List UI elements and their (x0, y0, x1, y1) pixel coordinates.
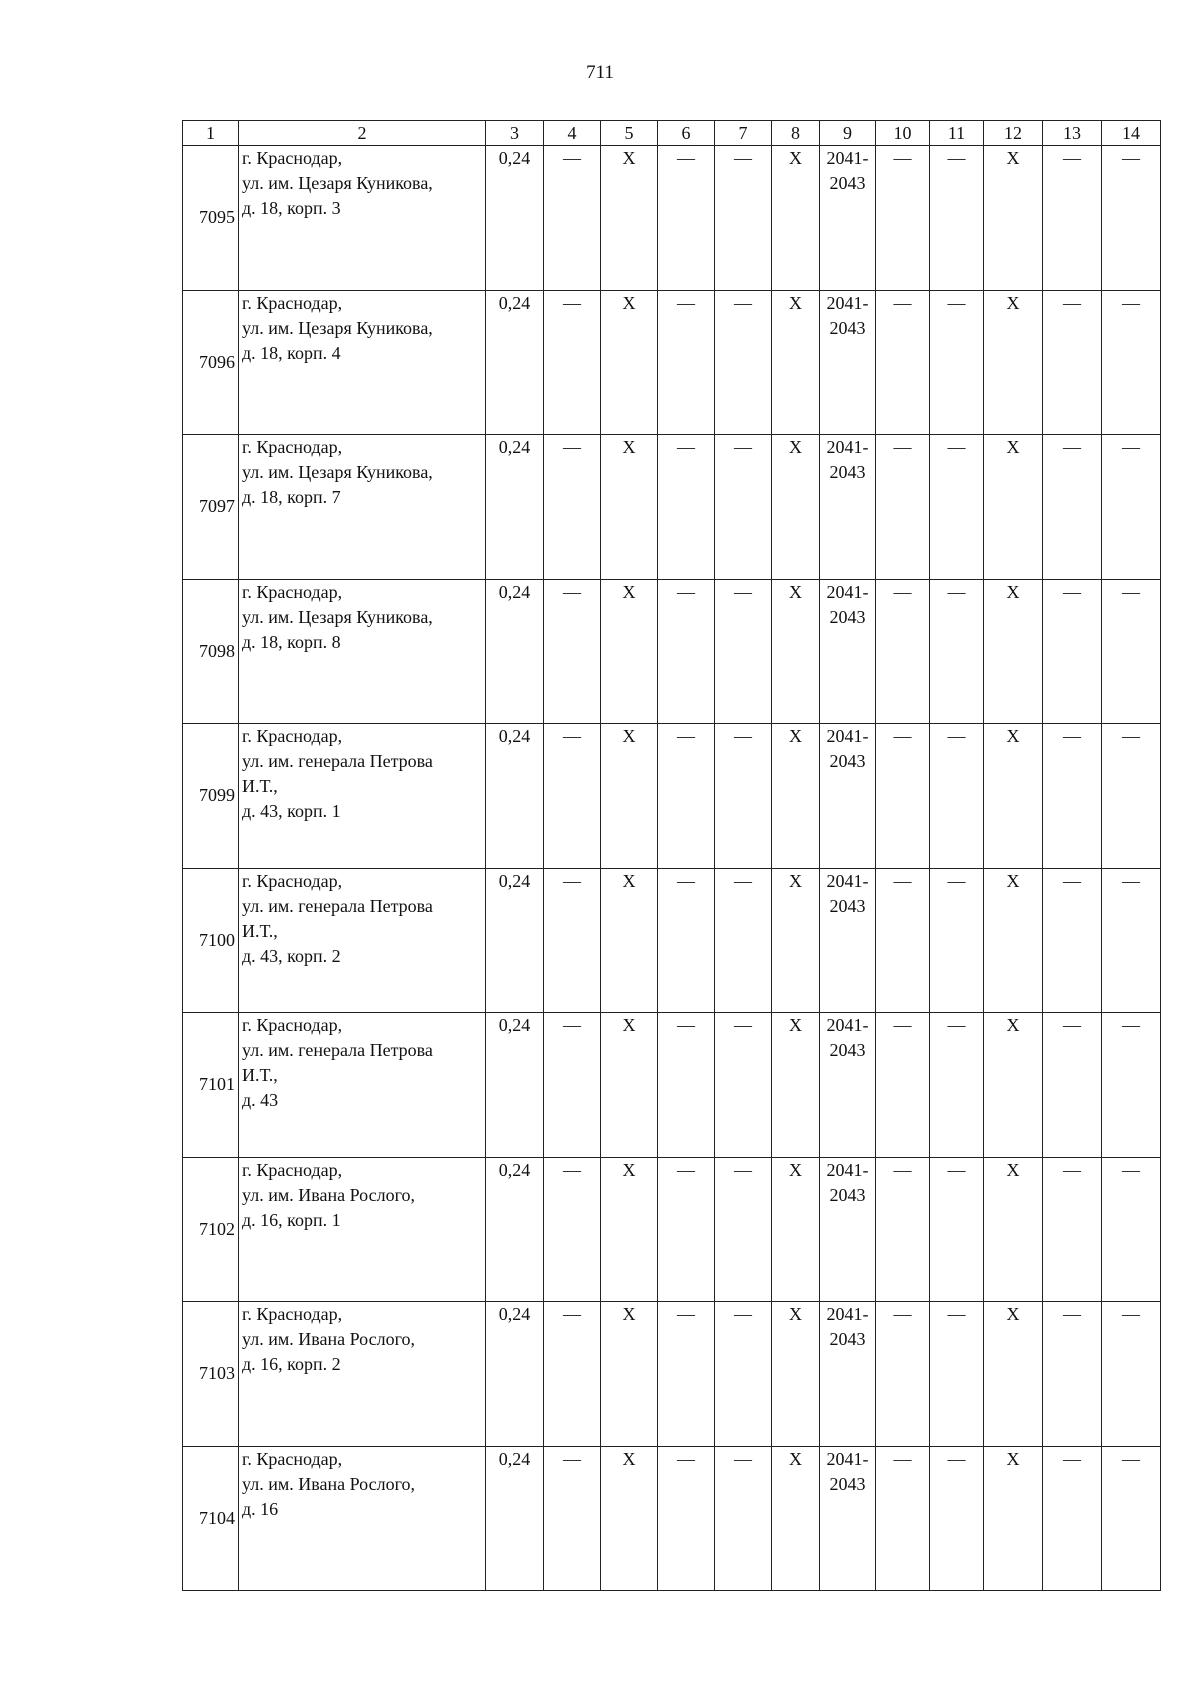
period-cell: 2041- 2043 (820, 579, 876, 724)
col-7-cell: — (715, 1157, 772, 1302)
col-11-cell: — (930, 868, 984, 1013)
col-14-cell: — (1102, 1013, 1161, 1158)
col-10-cell: — (876, 579, 930, 724)
col-12-cell: X (984, 1013, 1043, 1158)
col-7-cell: — (715, 579, 772, 724)
col-7-cell: — (715, 435, 772, 580)
table-row (183, 435, 1161, 580)
column-header-4: 4 (544, 121, 601, 146)
col-5-cell: X (601, 868, 658, 1013)
period-cell: 2041- 2043 (820, 724, 876, 869)
row-number: 7104 (183, 1446, 239, 1591)
value-cell: 0,24 (486, 435, 544, 580)
column-header-13: 13 (1043, 121, 1102, 146)
period-cell: 2041- 2043 (820, 1302, 876, 1447)
col-7-cell: — (715, 146, 772, 291)
row-number: 7096 (183, 290, 239, 435)
column-header-3: 3 (486, 121, 544, 146)
address-cell: г. Краснодар, ул. им. Цезаря Куникова, д. 18, корп. 3 (239, 146, 486, 291)
col-4-cell: — (544, 1157, 601, 1302)
col-10-cell: — (876, 868, 930, 1013)
row-number: 7100 (183, 868, 239, 1013)
col-12-cell: X (984, 724, 1043, 869)
table-row (183, 868, 1161, 1013)
col-10-cell: — (876, 1302, 930, 1447)
col-4-cell: — (544, 724, 601, 869)
col-6-cell: — (658, 290, 715, 435)
row-number: 7101 (183, 1013, 239, 1158)
col-11-cell: — (930, 1446, 984, 1591)
col-8-cell: X (772, 146, 820, 291)
col-10-cell: — (876, 435, 930, 580)
col-5-cell: X (601, 435, 658, 580)
column-header-5: 5 (601, 121, 658, 146)
column-header-11: 11 (930, 121, 984, 146)
col-11-cell: — (930, 1157, 984, 1302)
table-row (183, 1157, 1161, 1302)
row-number: 7102 (183, 1157, 239, 1302)
col-5-cell: X (601, 290, 658, 435)
header-row (183, 121, 1161, 146)
col-11-cell: — (930, 724, 984, 869)
col-13-cell: — (1043, 1446, 1102, 1591)
col-14-cell: — (1102, 146, 1161, 291)
col-13-cell: — (1043, 1013, 1102, 1158)
period-cell: 2041- 2043 (820, 435, 876, 580)
period-cell: 2041- 2043 (820, 1157, 876, 1302)
col-14-cell: — (1102, 290, 1161, 435)
col-13-cell: — (1043, 579, 1102, 724)
col-14-cell: — (1102, 579, 1161, 724)
col-8-cell: X (772, 579, 820, 724)
address-cell: г. Краснодар, ул. им. Цезаря Куникова, д. 18, корп. 7 (239, 435, 486, 580)
col-14-cell: — (1102, 868, 1161, 1013)
col-7-cell: — (715, 1302, 772, 1447)
col-12-cell: X (984, 290, 1043, 435)
col-8-cell: X (772, 1013, 820, 1158)
column-header-12: 12 (984, 121, 1043, 146)
col-10-cell: — (876, 1446, 930, 1591)
col-8-cell: X (772, 1157, 820, 1302)
col-12-cell: X (984, 1302, 1043, 1447)
period-cell: 2041- 2043 (820, 146, 876, 291)
col-5-cell: X (601, 146, 658, 291)
col-4-cell: — (544, 579, 601, 724)
col-6-cell: — (658, 868, 715, 1013)
registry-table (182, 120, 1161, 1591)
col-5-cell: X (601, 1302, 658, 1447)
col-5-cell: X (601, 579, 658, 724)
table-header (183, 121, 1161, 146)
table-body (183, 146, 1161, 1591)
col-5-cell: X (601, 1013, 658, 1158)
value-cell: 0,24 (486, 724, 544, 869)
col-10-cell: — (876, 724, 930, 869)
col-11-cell: — (930, 1013, 984, 1158)
col-10-cell: — (876, 1157, 930, 1302)
col-13-cell: — (1043, 1302, 1102, 1447)
col-7-cell: — (715, 1013, 772, 1158)
period-cell: 2041- 2043 (820, 1446, 876, 1591)
col-7-cell: — (715, 290, 772, 435)
col-11-cell: — (930, 290, 984, 435)
row-number: 7098 (183, 579, 239, 724)
table-row (183, 1302, 1161, 1447)
column-header-6: 6 (658, 121, 715, 146)
col-6-cell: — (658, 1157, 715, 1302)
col-13-cell: — (1043, 435, 1102, 580)
col-8-cell: X (772, 1446, 820, 1591)
col-6-cell: — (658, 1013, 715, 1158)
col-11-cell: — (930, 579, 984, 724)
period-cell: 2041- 2043 (820, 290, 876, 435)
col-13-cell: — (1043, 868, 1102, 1013)
table-row (183, 1446, 1161, 1591)
column-header-10: 10 (876, 121, 930, 146)
col-10-cell: — (876, 290, 930, 435)
address-cell: г. Краснодар, ул. им. генерала Петрова И.Т., д. 43, корп. 2 (239, 868, 486, 1013)
col-4-cell: — (544, 1446, 601, 1591)
col-6-cell: — (658, 435, 715, 580)
col-11-cell: — (930, 146, 984, 291)
col-12-cell: X (984, 1446, 1043, 1591)
value-cell: 0,24 (486, 146, 544, 291)
col-4-cell: — (544, 1013, 601, 1158)
col-13-cell: — (1043, 146, 1102, 291)
column-header-2: 2 (239, 121, 486, 146)
period-cell: 2041- 2043 (820, 1013, 876, 1158)
row-number: 7095 (183, 146, 239, 291)
table-row (183, 146, 1161, 291)
col-8-cell: X (772, 1302, 820, 1447)
row-number: 7099 (183, 724, 239, 869)
col-14-cell: — (1102, 435, 1161, 580)
row-number: 7103 (183, 1302, 239, 1447)
column-header-8: 8 (772, 121, 820, 146)
col-10-cell: — (876, 1013, 930, 1158)
col-12-cell: X (984, 146, 1043, 291)
col-6-cell: — (658, 146, 715, 291)
col-4-cell: — (544, 435, 601, 580)
address-cell: г. Краснодар, ул. им. Ивана Рослого, д. 16, корп. 1 (239, 1157, 486, 1302)
col-4-cell: — (544, 146, 601, 291)
col-6-cell: — (658, 724, 715, 869)
col-14-cell: — (1102, 724, 1161, 869)
address-cell: г. Краснодар, ул. им. Ивана Рослого, д. 16, корп. 2 (239, 1302, 486, 1447)
col-8-cell: X (772, 435, 820, 580)
col-6-cell: — (658, 1302, 715, 1447)
col-11-cell: — (930, 435, 984, 580)
col-7-cell: — (715, 868, 772, 1013)
col-8-cell: X (772, 724, 820, 869)
period-cell: 2041- 2043 (820, 868, 876, 1013)
value-cell: 0,24 (486, 868, 544, 1013)
col-11-cell: — (930, 1302, 984, 1447)
col-13-cell: — (1043, 1157, 1102, 1302)
table-row (183, 579, 1161, 724)
col-5-cell: X (601, 724, 658, 869)
value-cell: 0,24 (486, 290, 544, 435)
col-4-cell: — (544, 1302, 601, 1447)
row-number: 7097 (183, 435, 239, 580)
column-header-14: 14 (1102, 121, 1161, 146)
value-cell: 0,24 (486, 1157, 544, 1302)
column-header-9: 9 (820, 121, 876, 146)
col-14-cell: — (1102, 1446, 1161, 1591)
col-12-cell: X (984, 579, 1043, 724)
address-cell: г. Краснодар, ул. им. генерала Петрова И.Т., д. 43 (239, 1013, 486, 1158)
table-row (183, 290, 1161, 435)
page-number: 711 (586, 62, 614, 83)
table-row (183, 1013, 1161, 1158)
value-cell: 0,24 (486, 1013, 544, 1158)
address-cell: г. Краснодар, ул. им. Ивана Рослого, д. 16 (239, 1446, 486, 1591)
value-cell: 0,24 (486, 579, 544, 724)
col-5-cell: X (601, 1446, 658, 1591)
col-8-cell: X (772, 290, 820, 435)
col-13-cell: — (1043, 290, 1102, 435)
col-7-cell: — (715, 724, 772, 869)
col-12-cell: X (984, 1157, 1043, 1302)
value-cell: 0,24 (486, 1446, 544, 1591)
col-12-cell: X (984, 435, 1043, 580)
col-12-cell: X (984, 868, 1043, 1013)
address-cell: г. Краснодар, ул. им. Цезаря Куникова, д. 18, корп. 8 (239, 579, 486, 724)
col-10-cell: — (876, 146, 930, 291)
col-14-cell: — (1102, 1302, 1161, 1447)
col-14-cell: — (1102, 1157, 1161, 1302)
column-header-1: 1 (183, 121, 239, 146)
col-8-cell: X (772, 868, 820, 1013)
address-cell: г. Краснодар, ул. им. генерала Петрова И.Т., д. 43, корп. 1 (239, 724, 486, 869)
value-cell: 0,24 (486, 1302, 544, 1447)
col-6-cell: — (658, 579, 715, 724)
column-header-7: 7 (715, 121, 772, 146)
address-cell: г. Краснодар, ул. им. Цезаря Куникова, д. 18, корп. 4 (239, 290, 486, 435)
col-6-cell: — (658, 1446, 715, 1591)
col-4-cell: — (544, 868, 601, 1013)
col-5-cell: X (601, 1157, 658, 1302)
col-4-cell: — (544, 290, 601, 435)
col-13-cell: — (1043, 724, 1102, 869)
table-row (183, 724, 1161, 869)
col-7-cell: — (715, 1446, 772, 1591)
